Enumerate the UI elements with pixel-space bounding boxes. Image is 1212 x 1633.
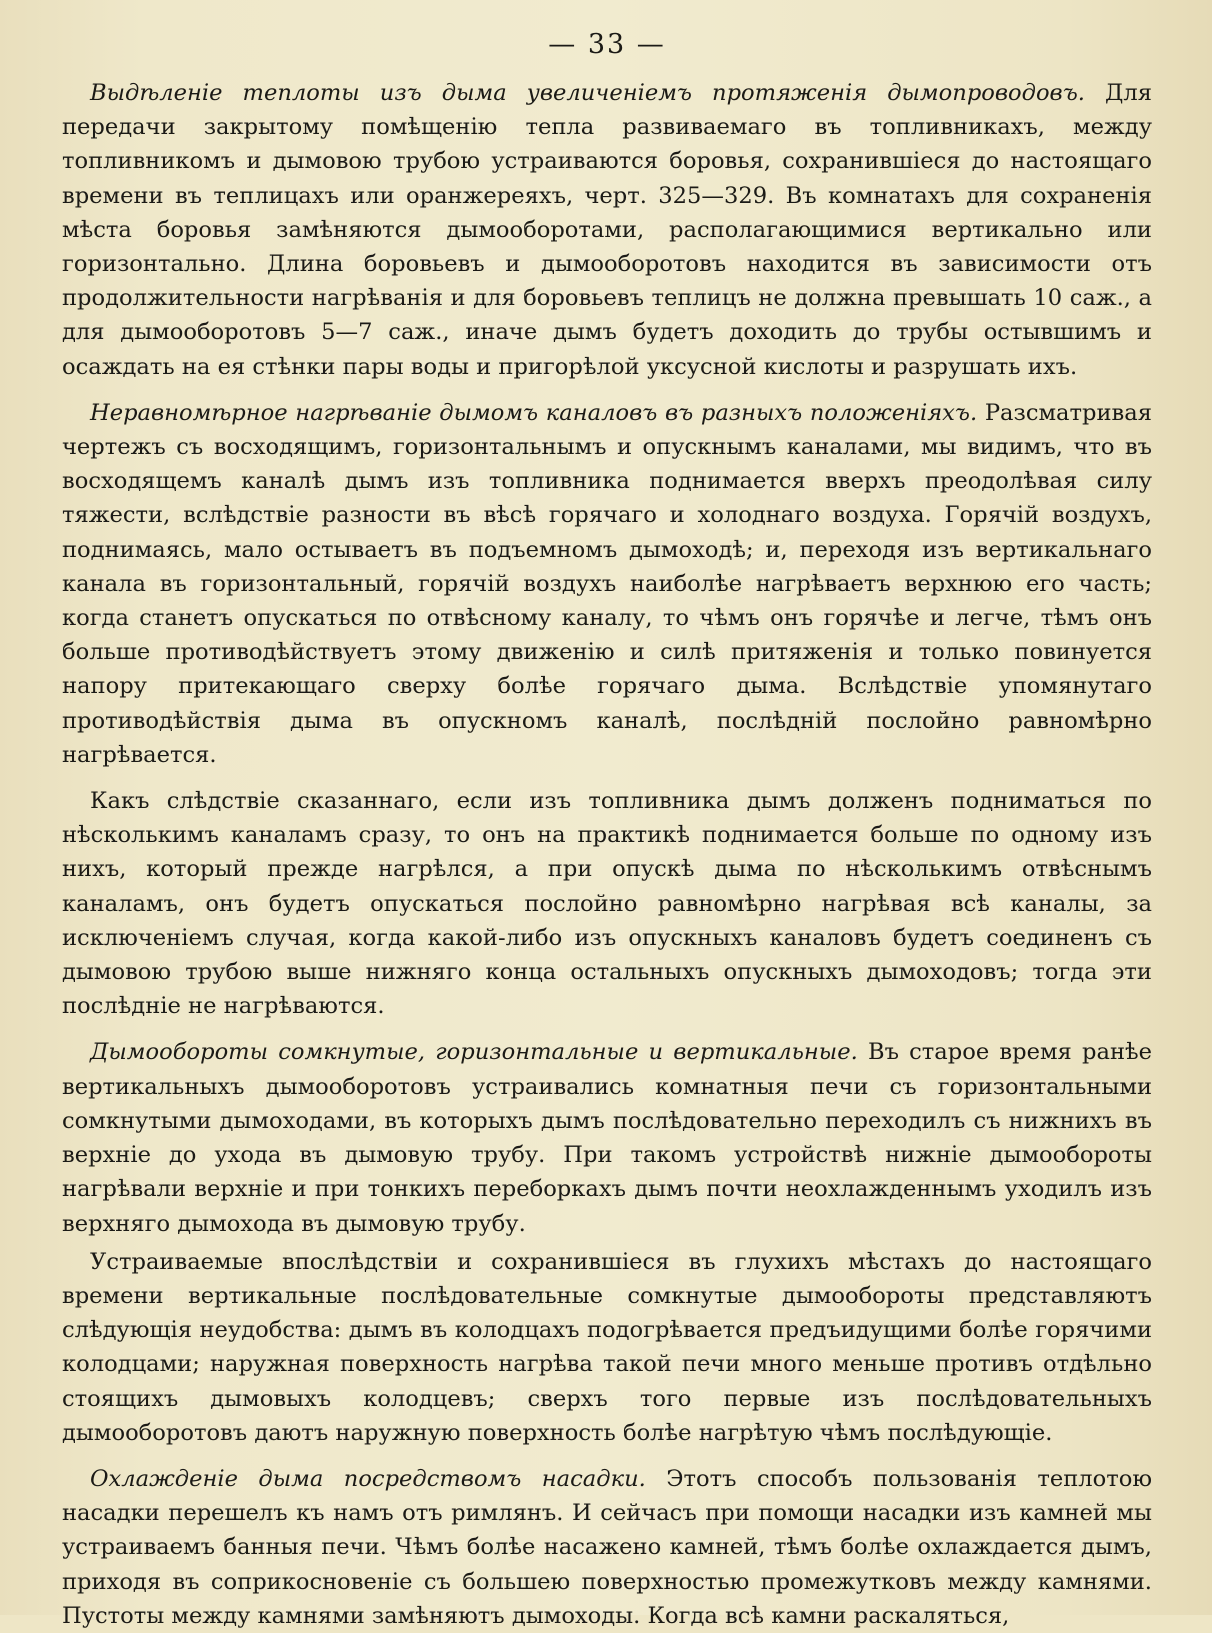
section-heading: Выдѣленіе теплоты изъ дыма увеличеніемъ протяженія дымопроводовъ. [90,80,1085,106]
paragraph-text: Для передачи закрытому помѣщенію тепла развиваемаго въ топливникахъ, между топливникомъ и дымовою трубою устраиваются боровья, сохранившіеся до настоящаго времени въ теплицахъ или оранжереяхъ, черт. 325—329. Въ комнатахъ для сохраненія мѣста боровья замѣняются дымооборотами, располагающимися вертикально или горизонтально. Длина боровьевъ и дымооборотовъ находится въ зависимости отъ продолжительности нагрѣванія и для боровьевъ теплицъ не должна превышать 10 саж., а для дымооборотовъ 5—7 саж., иначе дымъ будетъ доходить до трубы остывшимъ и осаждать на ея стѣнки пары воды и пригорѣлой уксусной кислоты и разрушать ихъ. [62,80,1152,380]
paragraph-text: Разсматривая чертежъ съ восходящимъ, горизонтальнымъ и опускнымъ каналами, мы видимъ, что въ восходящемъ каналѣ дымъ изъ топливника поднимается вверхъ преодолѣвая силу тяжести, вслѣдствіе разности въ вѣсѣ горячаго и холоднаго воздуха. Горячій воздухъ, поднимаясь, мало остываетъ въ подъемномъ дымоходѣ; и, переходя изъ вертикальнаго канала въ горизонтальный, горячій воздухъ наиболѣе нагрѣваетъ верхнюю его часть; когда станетъ опускаться по отвѣсному каналу, то чѣмъ онъ горячѣе и легче, тѣмъ онъ больше противодѣйствуетъ этому движенію и силѣ притяженія и только повинуется напору притекающаго сверху болѣе горячаго дыма. Вслѣдствіе упомянутаго противодѣйствія дыма въ опускномъ каналѣ, послѣдній послойно равномѣрно нагрѣвается. [62,399,1152,768]
paragraph-consequence [62,784,1152,1023]
paragraph-stone-packing [62,1462,1152,1633]
paragraph-text: Этотъ способъ пользованія теплотою насадки перешелъ къ намъ отъ римлянъ. И сейчасъ при помощи насадки изъ камней мы устраиваемъ банныя печи. Чѣмъ болѣе насажено камней, тѣмъ болѣе охлаждается дымъ, приходя въ соприкосновеніе съ большею поверхностью промежутковъ между камнями. Пустоты между камнями замѣняютъ дымоходы. Когда всѣ камни раскаляться, [62,1465,1152,1629]
paragraph-smoke-turns [62,1035,1152,1240]
paragraph-text: Въ старое время ранѣе вертикальныхъ дымооборотовъ устраивались комнатныя печи съ горизонтальными сомкнутыми дымоходами, въ которыхъ дымъ послѣдовательно переходилъ съ нижнихъ въ верхніе до ухода въ дымовую трубу. При такомъ устройствѣ нижніе дымообороты нагрѣвали верхніе и при тонкихъ переборкахъ дымъ почти неохлажденнымъ уходилъ изъ верхняго дымохода въ дымовую трубу. [62,1039,1152,1237]
section-heading: Неравномѣрное нагрѣваніе дымомъ каналовъ въ разныхъ положеніяхъ. [90,399,978,426]
paragraph-text: Устраиваемые впослѣдствіи и сохранившіеся въ глухихъ мѣстахъ до настоящаго времени вертикальные послѣдовательные сомкнутые дымообороты представляютъ слѣдующія неудобства: дымъ въ колодцахъ подогрѣвается предъидущими болѣе горячими колодцами; наружная поверхность нагрѣва такой печи много меньше противъ отдѣльно стоящихъ дымовыхъ колодцевъ; сверхъ того первые изъ послѣдовательныхъ дымооборотовъ даютъ наружную поверхность болѣе нагрѣтую чѣмъ послѣдующіе. [62,1248,1152,1446]
section-heading: Дымообороты сомкнутые, горизонтальные и вертикальные. [90,1039,858,1066]
section-heading: Охлажденіе дыма посредствомъ насадки. [90,1465,646,1492]
paragraph-smoke-heat-extraction [62,76,1152,384]
paragraph-vertical-turns [62,1245,1152,1450]
paragraph-uneven-heating [62,396,1152,772]
page-number: — 33 — [548,29,666,60]
paragraph-text: Какъ слѣдствіе сказаннаго, если изъ топливника дымъ долженъ подниматься по нѣсколькимъ каналамъ сразу, то онъ на практикѣ поднимается больше по одному изъ нихъ, который прежде нагрѣлся, а при опускѣ дыма по нѣсколькимъ отвѣснымъ каналамъ, онъ будетъ опускаться послойно равномѣрно нагрѣвая всѣ каналы, за исключеніемъ случая, когда какой-либо изъ опускныхъ каналовъ будетъ соединенъ съ дымовою трубою выше нижняго конца остальныхъ опускныхъ дымоходовъ; тогда эти послѣдніе не нагрѣваются. [62,788,1152,1020]
